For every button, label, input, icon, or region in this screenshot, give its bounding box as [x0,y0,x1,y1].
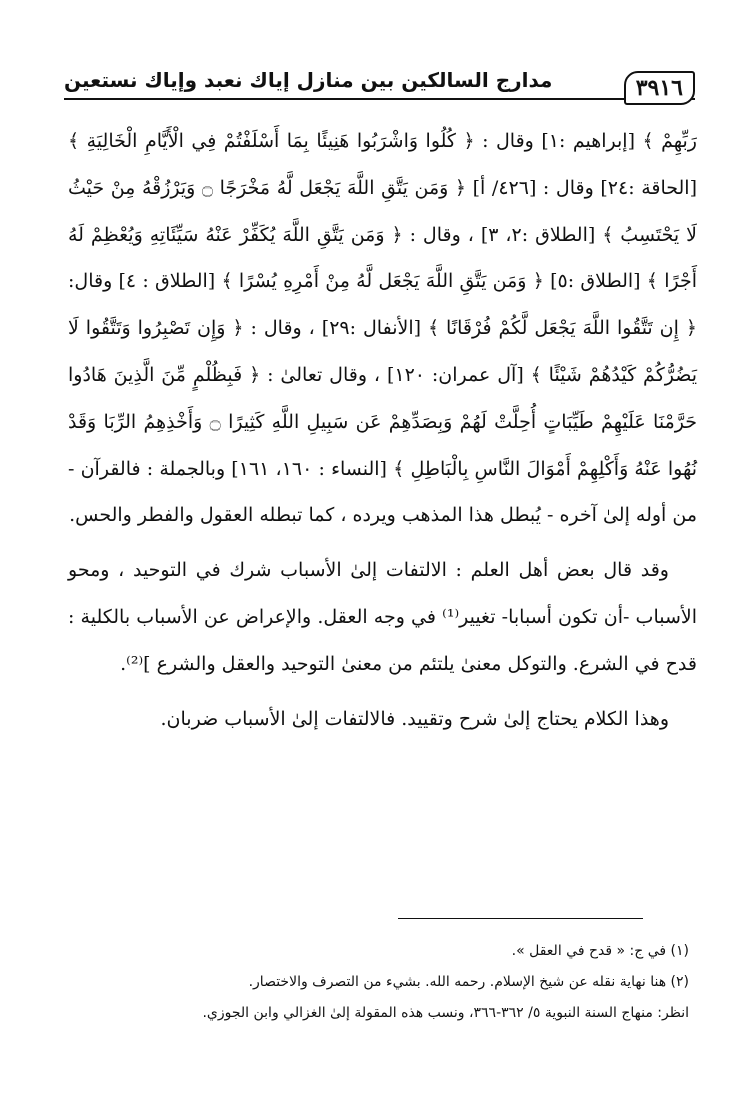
footnotes [68,936,689,1029]
footnote-divider [398,918,643,919]
main-text [68,118,697,742]
footnote-3: انظر: منهاج السنة النبوية ٥/ ٣٦٢-٣٦٦، ونسب هذه المقولة إلىٰ الغزالي وابن الجوزي. [202,1005,689,1021]
paragraph-3: وهذا الكلام يحتاج إلىٰ شرح وتقييد. فالالتفات إلىٰ الأسباب ضربان. [160,707,669,730]
paragraph-2: وقد قال بعض أهل العلم : الالتفات إلىٰ الأسباب شرك في التوحيد ، ومحو الأسباب -أن تكون أسبابا- تغيير⁽¹⁾ في وجه العقل. والإعراض عن الأسباب بالكلية : قدح في الشرع. والتوكل معنىٰ يلتئم من معنىٰ التوحيد والعقل والشرع ]⁽²⁾. [68,559,698,675]
page-header [64,58,695,100]
page-number: ٣٩١٦ [624,71,695,105]
running-title: مدارج السالكين بين منازل إياك نعبد وإياك نستعين [64,68,553,92]
footnote-1: (١) في ج: « قدح في العقل ». [511,943,689,959]
footnote-2: (٢) هنا نهاية نقله عن شيخ الإسلام. رحمه الله. بشيء من التصرف والاختصار. [248,974,689,990]
paragraph-1: رَبِّهِمْ ﴾ [إبراهيم :١] وقال : ﴿ كُلُوا وَاشْرَبُوا هَنِيئًا بِمَا أَسْلَفْتُمْ فِي الْأَيَّامِ الْخَالِيَةِ ﴾ [الحاقة :٢٤] وقال : [٤٢٦/ أ] ﴿ وَمَن يَتَّقِ اللَّهَ يَجْعَل لَّهُ مَخْرَجًا ۝ وَيَرْزُقْهُ مِنْ حَيْثُ لَا يَحْتَسِبُ ﴾ [الطلاق :٢، ٣] ، وقال : ﴿ وَمَن يَتَّقِ اللَّهَ يُكَفِّرْ عَنْهُ سَيِّئَاتِهِ وَيُعْظِمْ لَهُ أَجْرًا ﴾ [الطلاق :٥] ﴿ وَمَن يَتَّقِ اللَّهَ يَجْعَل لَّهُ مِنْ أَمْرِهِ يُسْرًا ﴾ [الطلاق : ٤] وقال: ﴿ إِن تَتَّقُوا اللَّهَ يَجْعَل لَّكُمْ فُرْقَانًا ﴾ [الأنفال :٢٩] ، وقال : ﴿ وَإِن تَصْبِرُوا وَتَتَّقُوا لَا يَضُرُّكُمْ كَيْدُهُمْ شَيْئًا ﴾ [آل عمران: ١٢٠] ، وقال تعالىٰ : ﴿ فَبِظُلْمٍ مِّنَ الَّذِينَ هَادُوا حَرَّمْنَا عَلَيْهِمْ طَيِّبَاتٍ أُحِلَّتْ لَهُمْ وَبِصَدِّهِمْ عَن سَبِيلِ اللَّهِ كَثِيرًا ۝ وَأَخْذِهِمُ الرِّبَا وَقَدْ نُهُوا عَنْهُ وَأَكْلِهِمْ أَمْوَالَ النَّاسِ بِالْبَاطِلِ ﴾ [النساء : ١٦٠، ١٦١] وبالجملة : فالقرآن - من أوله إلىٰ آخره - يُبطل هذا المذهب ويرده ، كما تبطله العقول والفطر والحس. [68,130,698,527]
